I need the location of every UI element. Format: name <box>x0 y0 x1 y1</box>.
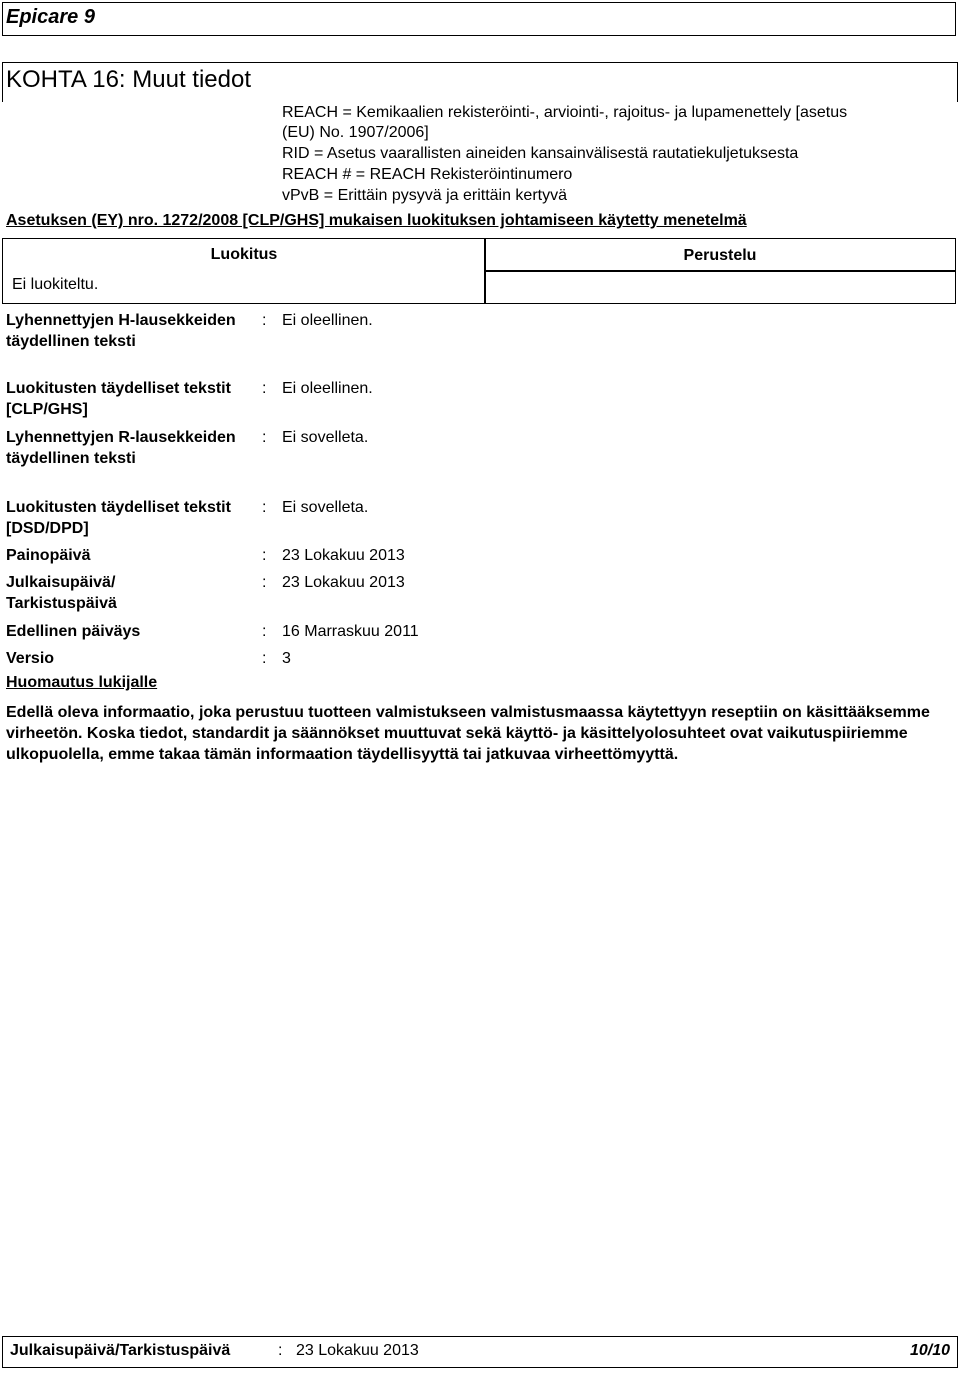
table-header-classification: Luokitus <box>210 246 278 263</box>
field-label-r-phrases: Lyhennettyjen R-lausekkeiden täydellinen teksti <box>6 429 236 467</box>
section-title: KOHTA 16: Muut tiedot <box>6 66 252 93</box>
field-label-issue-date: Julkaisupäivä/ Tarkistuspäivä <box>6 574 117 612</box>
product-name: Epicare 9 <box>6 6 95 28</box>
field-colon: : <box>262 623 267 640</box>
footer-issue-date: 23 Lokakuu 2013 <box>296 1342 419 1359</box>
notice-title: Huomautus lukijalle <box>6 674 158 691</box>
field-label-h-phrases: Lyhennettyjen H-lausekkeiden täydellinen teksti <box>6 312 236 350</box>
abbreviation-line: REACH # = REACH Rekisteröintinumero <box>282 166 573 183</box>
field-colon: : <box>262 574 267 591</box>
abbreviation-line: REACH = Kemikaalien rekisteröinti-, arviointi-, rajoitus- ja lupamenettely [asetus <box>282 104 848 121</box>
field-colon: : <box>262 380 267 397</box>
field-value-print-date: 23 Lokakuu 2013 <box>282 547 405 564</box>
abbreviation-line: (EU) No. 1907/2006] <box>282 124 429 141</box>
footer-colon: : <box>278 1342 283 1359</box>
field-colon: : <box>262 547 267 564</box>
field-value-h-phrases: Ei oleellinen. <box>282 312 373 329</box>
field-label-print-date: Painopäivä <box>6 547 91 564</box>
field-value-version: 3 <box>282 650 291 667</box>
field-colon: : <box>262 499 267 516</box>
field-colon: : <box>262 312 267 329</box>
field-value-issue-date: 23 Lokakuu 2013 <box>282 574 405 591</box>
classification-method-title: Asetuksen (EY) nro. 1272/2008 [CLP/GHS] mukaisen luokituksen johtamiseen käytetty menetelmä <box>6 212 747 229</box>
classification-table <box>2 238 956 304</box>
table-cell-classification-value: Ei luokiteltu. <box>12 276 99 293</box>
field-value-clp-texts: Ei oleellinen. <box>282 380 373 397</box>
field-label-clp-texts: Luokitusten täydelliset tekstit [CLP/GHS] <box>6 380 231 418</box>
notice-text: Edellä oleva informaatio, joka perustuu tuotteen valmistukseen valmistusmaassa käytettyyn reseptiin on käsittääksemme virheetön. Koska tiedot, standardit ja säännökset muuttuvat sekä käyttö- ja käsittelyolosuhteet ovat vaikutuspiiriemme ulkopuolella, emme takaa tämän informaation täydellisyyttä tai jatkuvaa virheettömyyttä. <box>6 704 930 763</box>
abbreviation-line: RID = Asetus vaarallisten aineiden kansainvälisestä rautatiekuljetuksesta <box>282 145 799 162</box>
field-value-r-phrases: Ei sovelleta. <box>282 429 369 446</box>
table-cell-justification <box>484 270 956 304</box>
field-colon: : <box>262 650 267 667</box>
field-label-previous-date: Edellinen päiväys <box>6 623 141 640</box>
abbreviation-line: vPvB = Erittäin pysyvä ja erittäin kertyvä <box>282 187 567 204</box>
field-label-dsd-texts: Luokitusten täydelliset tekstit [DSD/DPD] <box>6 499 231 537</box>
document-header <box>2 2 956 36</box>
field-value-previous-date: 16 Marraskuu 2011 <box>282 623 419 640</box>
footer-issue-date-label: Julkaisupäivä/Tarkistuspäivä <box>10 1342 231 1359</box>
page-number: 10/10 <box>909 1342 950 1359</box>
field-colon: : <box>262 429 267 446</box>
field-value-dsd-texts: Ei sovelleta. <box>282 499 369 516</box>
field-label-version: Versio <box>6 650 55 667</box>
table-cell-classification-frame <box>2 238 486 304</box>
table-header-justification: Perustelu <box>484 238 956 272</box>
